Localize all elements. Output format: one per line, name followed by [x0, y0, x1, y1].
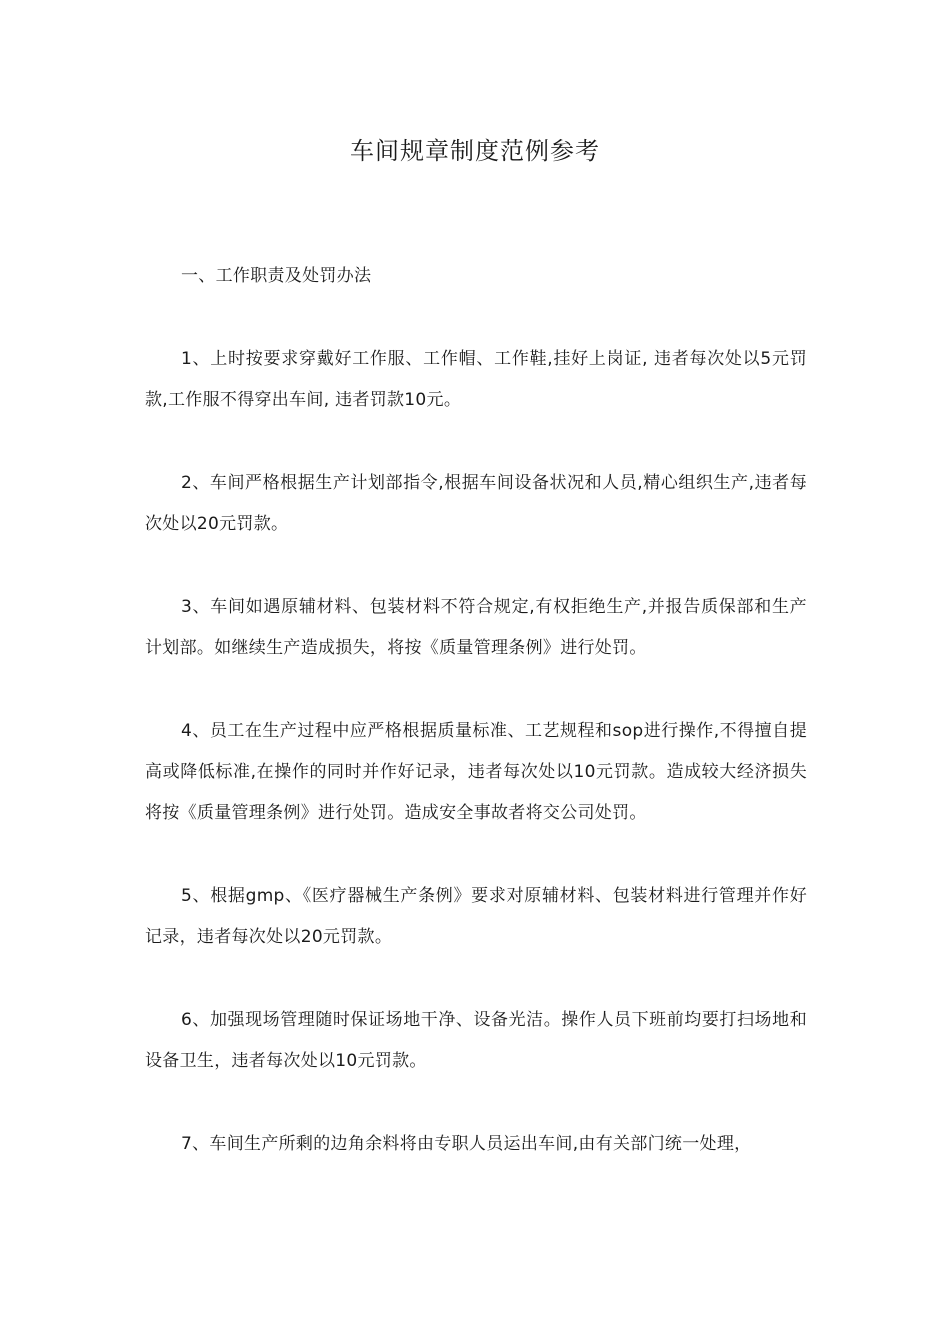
rule-paragraph-6: 6、加强现场管理随时保证场地干净、设备光洁。操作人员下班前均要打扫场地和设备卫生，违者每次处以10元罚款。 [145, 1010, 807, 1071]
document-body [145, 256, 807, 1207]
rule-paragraph-2: 2、车间严格根据生产计划部指令,根据车间设备状况和人员,精心组织生产,违者每次处以20元罚款。 [145, 473, 807, 534]
rule-paragraph-7: 7、车间生产所剩的边角余料将由专职人员运出车间,由有关部门统一处理， [181, 1134, 752, 1154]
rule-paragraph-1: 1、上时按要求穿戴好工作服、工作帽、工作鞋,挂好上岗证, 违者每次处以5元罚款,工作服不得穿出车间, 违者罚款10元。 [145, 349, 807, 410]
rule-paragraph-5: 5、根据gmp、《医疗器械生产条例》要求对原辅材料、包装材料进行管理并作好记录，违者每次处以20元罚款。 [145, 886, 807, 947]
rule-paragraph-4: 4、员工在生产过程中应严格根据质量标准、工艺规程和sop进行操作,不得擅自提高或降低标准,在操作的同时并作好记录，违者每次处以10元罚款。造成较大经济损失将按《质量管理条例》进行处罚。造成安全事故者将交公司处罚。 [145, 721, 807, 823]
document-title: 车间规章制度范例参考 [350, 137, 600, 165]
rule-paragraph-3: 3、车间如遇原辅材料、包装材料不符合规定,有权拒绝生产,并报告质保部和生产计划部。如继续生产造成损失，将按《质量管理条例》进行处罚。 [145, 597, 807, 658]
section-heading: 一、工作职责及处罚办法 [181, 266, 372, 286]
